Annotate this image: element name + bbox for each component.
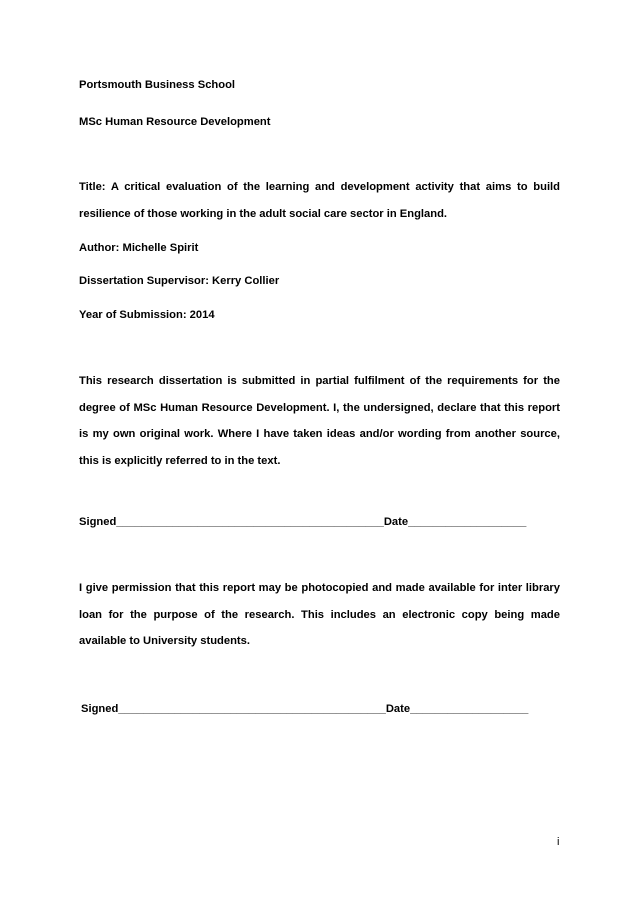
supervisor-line: Dissertation Supervisor: Kerry Collier: [79, 275, 280, 287]
dissertation-title: Title: A critical evaluation of the learning and development activity that aims to build resilience of those working in the adult social care sector in England.: [79, 181, 560, 220]
author-line: Author: Michelle Spirit: [79, 242, 199, 254]
permission-paragraph: I give permission that this report may be photocopied and made available for inter library loan for the purpose of the research. This includes an electronic copy being made available to University students.: [79, 582, 560, 648]
signature-line-1: Signed___________________________________________Date___________________: [79, 516, 527, 528]
school-name: Portsmouth Business School: [79, 79, 236, 91]
programme-name: MSc Human Resource Development: [79, 116, 271, 128]
signature-line-2: Signed___________________________________________Date___________________: [81, 703, 529, 715]
page-number: i: [557, 836, 560, 848]
declaration-paragraph: This research dissertation is submitted in partial fulfilment of the requirements for the degree of MSc Human Resource Development. I, the undersigned, declare that this report is my own original work. Where I have taken ideas and/or wording from another source, this is explicitly referred to in the text.: [79, 375, 560, 468]
submission-year-line: Year of Submission: 2014: [79, 309, 215, 321]
